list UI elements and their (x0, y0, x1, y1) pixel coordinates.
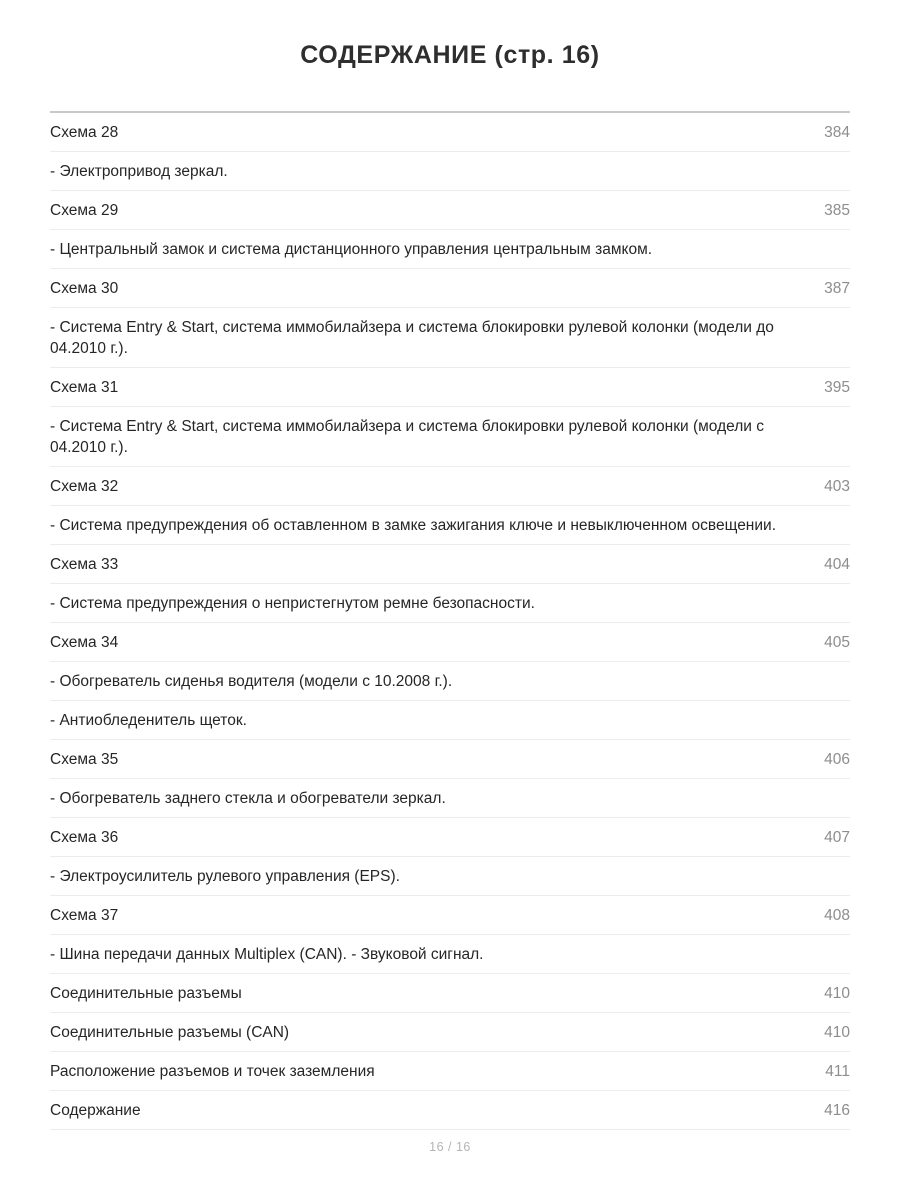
toc-entry-label: Схема 36 (50, 829, 119, 846)
toc-entry-label: Соединительные разъемы (50, 985, 242, 1002)
toc-entry-row[interactable] (50, 623, 850, 662)
toc-entry-row[interactable] (50, 191, 850, 230)
toc-entry-row[interactable] (50, 467, 850, 506)
table-of-contents (50, 113, 850, 1130)
toc-subentry-row[interactable] (50, 506, 850, 545)
toc-entry-label: Схема 29 (50, 202, 119, 219)
toc-subentry-label: - Обогреватель заднего стекла и обогреватели зеркал. (50, 790, 446, 807)
toc-entry-row[interactable] (50, 545, 850, 584)
toc-subentry-row[interactable] (50, 230, 850, 269)
toc-page-number: 416 (824, 1102, 850, 1119)
toc-subentry-label: - Система Entry & Start, система иммобилайзера и система блокировки рулевой колонки (модели до 04.2010 г.). (50, 319, 774, 357)
toc-subentry-row[interactable] (50, 857, 850, 896)
toc-entry-row[interactable] (50, 974, 850, 1013)
toc-entry-row[interactable] (50, 740, 850, 779)
toc-subentry-row[interactable] (50, 779, 850, 818)
toc-page-number: 411 (825, 1063, 850, 1080)
toc-page-number: 395 (824, 379, 850, 396)
toc-page-number: 410 (824, 1024, 850, 1041)
toc-subentry-row[interactable] (50, 662, 850, 701)
toc-subentry-row[interactable] (50, 584, 850, 623)
toc-entry-row[interactable] (50, 818, 850, 857)
toc-entry-row[interactable] (50, 1091, 850, 1130)
toc-entry-label: Схема 37 (50, 907, 119, 924)
toc-subentry-row[interactable] (50, 407, 850, 467)
toc-page-number: 403 (824, 478, 850, 495)
page-footer: 16 / 16 (429, 1140, 471, 1154)
toc-entry-label: Содержание (50, 1102, 141, 1119)
toc-entry-label: Схема 30 (50, 280, 119, 297)
toc-page-number: 410 (824, 985, 850, 1002)
toc-entry-label: Расположение разъемов и точек заземления (50, 1063, 375, 1080)
toc-entry-label: Схема 31 (50, 379, 119, 396)
toc-subentry-row[interactable] (50, 935, 850, 974)
toc-subentry-row[interactable] (50, 152, 850, 191)
toc-subentry-label: - Антиобледенитель щеток. (50, 712, 247, 729)
toc-entry-label: Схема 28 (50, 124, 119, 141)
toc-subentry-label: - Система предупреждения о непристегнутом ремне безопасности. (50, 595, 535, 612)
toc-page-number: 384 (824, 124, 850, 141)
toc-subentry-row[interactable] (50, 701, 850, 740)
toc-subentry-label: - Шина передачи данных Multiplex (CAN). - Звуковой сигнал. (50, 946, 484, 963)
toc-entry-row[interactable] (50, 269, 850, 308)
toc-subentry-row[interactable] (50, 308, 850, 368)
toc-subentry-label: - Электропривод зеркал. (50, 163, 228, 180)
page-title: СОДЕРЖАНИЕ (стр. 16) (300, 41, 600, 69)
toc-page-number: 387 (824, 280, 850, 297)
toc-entry-label: Схема 35 (50, 751, 119, 768)
toc-subentry-label: - Центральный замок и система дистанционного управления центральным замком. (50, 241, 653, 258)
toc-subentry-label: - Система предупреждения об оставленном в замке зажигания ключе и невыключенном освещении. (50, 517, 776, 534)
toc-subentry-label: - Электроусилитель рулевого управления (EPS). (50, 868, 400, 885)
toc-entry-row[interactable] (50, 368, 850, 407)
toc-entry-label: Схема 32 (50, 478, 119, 495)
toc-entry-row[interactable] (50, 896, 850, 935)
toc-entry-row[interactable] (50, 1013, 850, 1052)
toc-entry-label: Схема 33 (50, 556, 119, 573)
toc-entry-label: Соединительные разъемы (CAN) (50, 1024, 290, 1041)
toc-page-number: 404 (824, 556, 850, 573)
toc-entry-row[interactable] (50, 113, 850, 152)
toc-page-number: 385 (824, 202, 850, 219)
toc-entry-row[interactable] (50, 1052, 850, 1091)
toc-page-number: 408 (824, 907, 850, 924)
toc-subentry-label: - Обогреватель сиденья водителя (модели с 10.2008 г.). (50, 673, 453, 690)
toc-subentry-label: - Система Entry & Start, система иммобилайзера и система блокировки рулевой колонки (модели с 04.2010 г.). (50, 418, 764, 456)
toc-page-number: 405 (824, 634, 850, 651)
toc-page-number: 407 (824, 829, 850, 846)
toc-entry-label: Схема 34 (50, 634, 119, 651)
toc-page-number: 406 (824, 751, 850, 768)
